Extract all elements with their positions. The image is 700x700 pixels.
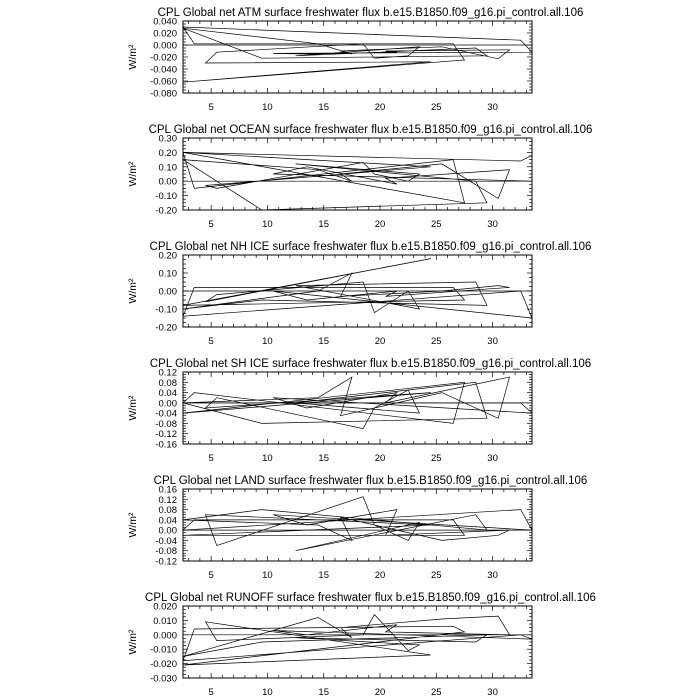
x-tick-label: 10 [262,570,273,581]
x-tick-label: 5 [208,453,214,464]
y-tick-label: 0.20 [158,250,177,262]
y-tick-label: -0.20 [155,322,177,334]
y-tick-label: 0.00 [158,398,177,410]
panel-title: CPL Global net ATM surface freshwater flux b.e15.B1850.f09_g16.pi_control.all.106 [157,7,584,19]
x-tick-label: 30 [487,453,498,464]
y-tick-label: 0.000 [153,40,177,52]
x-tick-label: 5 [208,336,214,347]
x-tick-label: 15 [318,336,330,347]
y-axis-label: W/m² [127,629,139,655]
y-tick-label: -0.10 [155,304,177,316]
y-tick-label: -0.12 [155,429,177,441]
panel-0 [127,7,583,113]
y-tick-label: 0.04 [158,388,177,400]
y-tick-label: -0.020 [150,659,177,671]
x-tick-label: 20 [374,687,386,698]
x-tick-label: 25 [431,453,442,464]
x-tick-label: 10 [262,687,273,698]
y-tick-label: -0.010 [150,644,177,656]
y-axis-label: W/m² [127,44,139,70]
y-tick-label: -0.08 [155,418,177,430]
series-line [183,259,532,318]
x-tick-label: 25 [431,336,442,347]
panel-title: CPL Global net SH ICE surface freshwater flux b.e15.B1850.f09_g16.pi_control.all.106 [149,358,592,370]
y-tick-label: -0.080 [150,88,177,100]
y-axis-label: W/m² [127,278,139,304]
y-tick-label: -0.16 [155,439,177,451]
x-tick-label: 25 [431,219,442,230]
panel-5 [127,592,596,698]
y-axis-label: W/m² [127,512,139,538]
panel-title: CPL Global net LAND surface freshwater flux b.e15.B1850.f09_g16.pi_control.all.106 [153,475,588,487]
x-tick-label: 5 [208,219,214,230]
y-tick-label: -0.060 [150,76,177,88]
series-line [183,27,532,82]
x-tick-label: 5 [208,687,214,698]
panel-1 [127,124,592,230]
x-tick-label: 10 [262,453,273,464]
x-tick-label: 10 [262,102,273,113]
series-line [183,497,532,551]
y-tick-label: -0.040 [150,64,177,76]
y-tick-label: 0.020 [153,28,177,40]
x-tick-label: 5 [208,570,214,581]
x-tick-label: 20 [374,570,386,581]
panel-title: CPL Global net OCEAN surface freshwater flux b.e15.B1850.f09_g16.pi_control.all.106 [148,124,593,136]
x-tick-label: 30 [487,219,498,230]
y-tick-label: 0.08 [158,377,177,389]
y-tick-label: 0.20 [158,147,177,159]
panel-2 [127,241,591,347]
y-tick-label: 0.00 [158,286,177,298]
x-tick-label: 15 [318,219,330,230]
x-tick-label: 10 [262,336,273,347]
y-tick-label: 0.12 [158,367,177,379]
x-tick-label: 30 [487,570,498,581]
y-tick-label: 0.000 [153,630,177,642]
y-tick-label: 0.00 [158,525,177,537]
x-tick-label: 25 [431,687,442,698]
y-tick-label: 0.040 [153,16,177,28]
y-tick-label: 0.30 [158,133,177,145]
panel-3 [127,358,591,464]
x-tick-label: 15 [318,570,330,581]
x-tick-label: 20 [374,336,386,347]
y-tick-label: 0.010 [153,615,177,627]
y-tick-label: -0.20 [155,205,177,217]
x-tick-label: 5 [208,102,214,113]
y-tick-label: -0.12 [155,556,177,568]
y-tick-label: 0.10 [158,268,177,280]
x-tick-label: 15 [318,102,330,113]
y-tick-label: 0.12 [158,494,177,506]
x-tick-label: 25 [431,570,442,581]
y-tick-label: -0.08 [155,546,177,558]
plot-frame [183,138,532,210]
x-tick-label: 15 [318,687,330,698]
y-tick-label: 0.04 [158,515,177,527]
x-tick-label: 20 [374,453,386,464]
x-tick-label: 20 [374,102,386,113]
y-tick-label: 0.020 [153,601,177,613]
panel-4 [127,475,587,581]
x-tick-label: 30 [487,336,498,347]
panel-title: CPL Global net NH ICE surface freshwater flux b.e15.B1850.f09_g16.pi_control.all.106 [149,241,592,253]
y-tick-label: -0.04 [155,408,177,420]
y-tick-label: 0.08 [158,505,177,517]
x-tick-label: 30 [487,102,498,113]
y-tick-label: -0.030 [150,673,177,685]
y-tick-label: -0.020 [150,52,177,64]
y-tick-label: -0.04 [155,535,177,547]
panel-title: CPL Global net RUNOFF surface freshwater flux b.e15.B1850.f09_g16.pi_control.all.106 [145,592,596,604]
y-tick-label: -0.10 [155,191,177,203]
y-tick-label: 0.00 [158,176,177,188]
y-tick-label: 0.10 [158,162,177,174]
x-tick-label: 10 [262,219,273,230]
x-tick-label: 20 [374,219,386,230]
series-line [183,377,532,429]
series-line [183,615,532,665]
y-axis-label: W/m² [127,161,139,187]
x-tick-label: 30 [487,687,498,698]
plot-frame [183,489,532,561]
x-tick-label: 25 [431,102,442,113]
y-axis-label: W/m² [127,395,139,421]
x-tick-label: 15 [318,453,330,464]
y-tick-label: 0.16 [158,484,177,496]
